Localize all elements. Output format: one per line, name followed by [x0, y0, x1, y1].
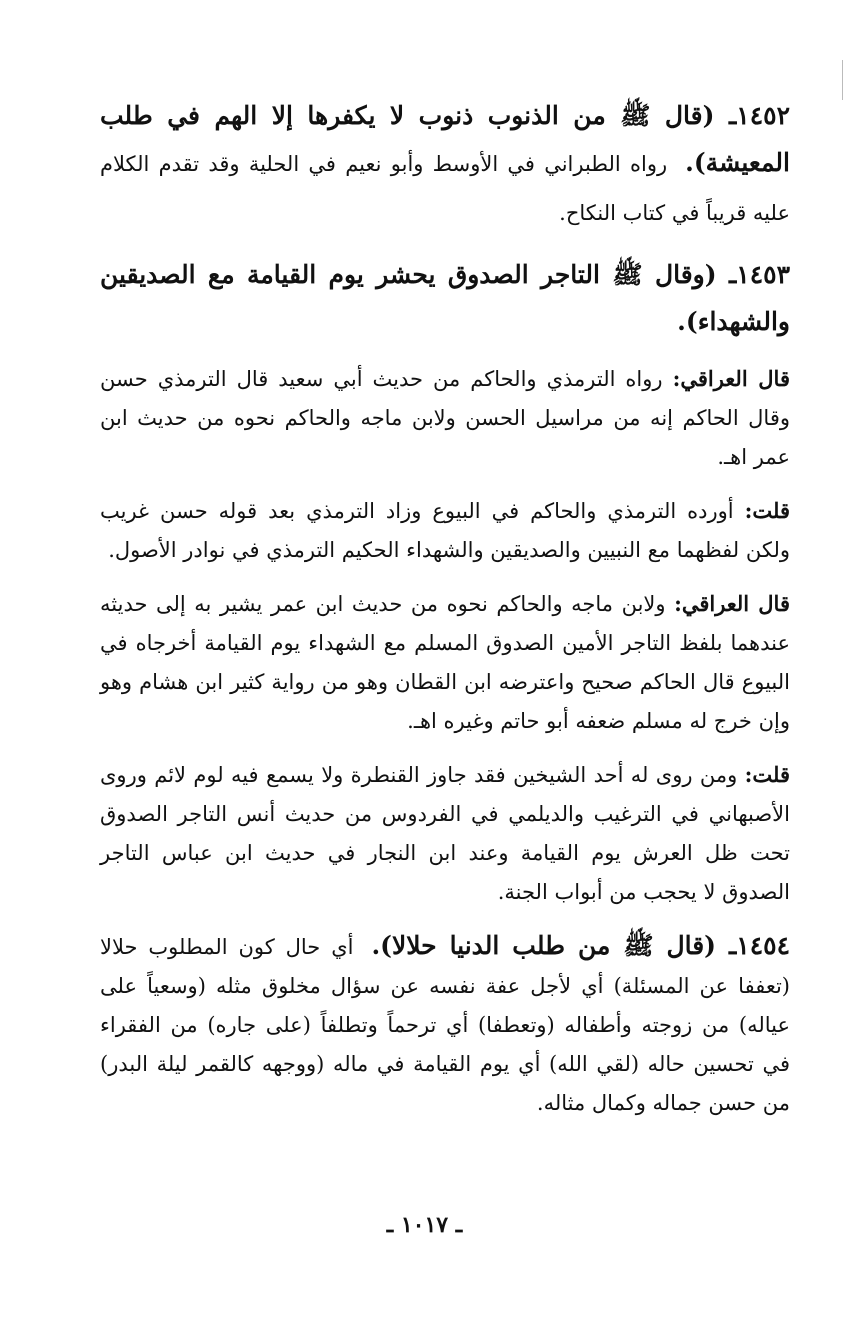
hadith-1453 — [100, 251, 790, 345]
commentary-paragraph — [100, 359, 790, 477]
paragraph-lead: قلت: — [744, 762, 790, 787]
page-body — [100, 92, 790, 1137]
commentary-paragraph — [100, 584, 790, 741]
commentary-paragraph — [100, 755, 790, 912]
hadith-1453-heading: ١٤٥٣ـ (وقال ﷺ التاجر الصدوق يحشر يوم القيامة مع الصديقين والشهداء). — [100, 260, 790, 336]
paragraph-text: رواه الترمذي والحاكم من حديث أبي سعيد قال الترمذي حسن وقال الحاكم إنه من مراسيل الحسن ولابن ماجه والحاكم نحوه من حديث ابن عمر اهـ. — [100, 367, 790, 469]
commentary-paragraph — [100, 491, 790, 570]
paragraph-text: ولابن ماجه والحاكم نحوه من حديث ابن عمر يشير به إلى حديثه عندهما بلفظ التاجر الأمين الصدوق المسلم مع الشهداء يوم القيامة أخرجاه في البيوع قال الحاكم صحيح واعترضه ابن القطان وهو من رواية كثير ابن هشام وهو وإن خرج له مسلم ضعفه أبو حاتم وغيره اهـ. — [100, 592, 790, 733]
paragraph-lead: قال العراقي: — [672, 366, 790, 391]
hadith-1454-heading: ١٤٥٤ـ (قال ﷺ من طلب الدنيا حلالا). — [371, 931, 790, 960]
hadith-1454 — [100, 926, 790, 1123]
hadith-1452-commentary: رواه الطبراني في الأوسط وأبو نعيم في الحلية وقد تقدم الكلام عليه قريباً في كتاب النكاح. — [100, 152, 790, 225]
hadith-1454-commentary: أي حال كون المطلوب حلالا (تعففا عن المسئلة) أي لأجل عفة نفسه عن سؤال مخلوق مثله (وسعياً على عياله) من زوجته وأطفاله (وتعطفا) أي ترحماً وتطلفاً (على جاره) من الفقراء في تحسين حاله (لقي الله) أي يوم القيامة في ماله (ووجهه كالقمر ليلة البدر) من حسن جماله وكمال مثاله. — [100, 935, 790, 1115]
paragraph-lead: قال العراقي: — [674, 591, 790, 616]
page-number: ـ ١٠١٧ ـ — [386, 1212, 463, 1238]
paragraph-text: أورده الترمذي والحاكم في البيوع وزاد الترمذي بعد قوله حسن غريب ولكن لفظهما مع النبيين والصديقين والشهداء الحكيم الترمذي في نوادر الأصول. — [100, 499, 790, 562]
scan-edge-mark — [842, 60, 843, 100]
paragraph-text: ومن روى له أحد الشيخين فقد جاوز القنطرة ولا يسمع فيه لوم لائم وروى الأصبهاني في الترغيب والديلمي في الفردوس من حديث أنس التاجر الصدوق تحت ظل العرش يوم القيامة وعند ابن النجار في حديث ابن عباس التاجر الصدوق لا يحجب من أبواب الجنة. — [100, 763, 790, 904]
hadith-1452-heading: ١٤٥٢ـ (قال ﷺ من الذنوب ذنوب لا يكفرها إلا الهم في طلب المعيشة). — [100, 101, 790, 177]
paragraph-lead: قلت: — [744, 498, 790, 523]
hadith-1452 — [100, 92, 790, 237]
